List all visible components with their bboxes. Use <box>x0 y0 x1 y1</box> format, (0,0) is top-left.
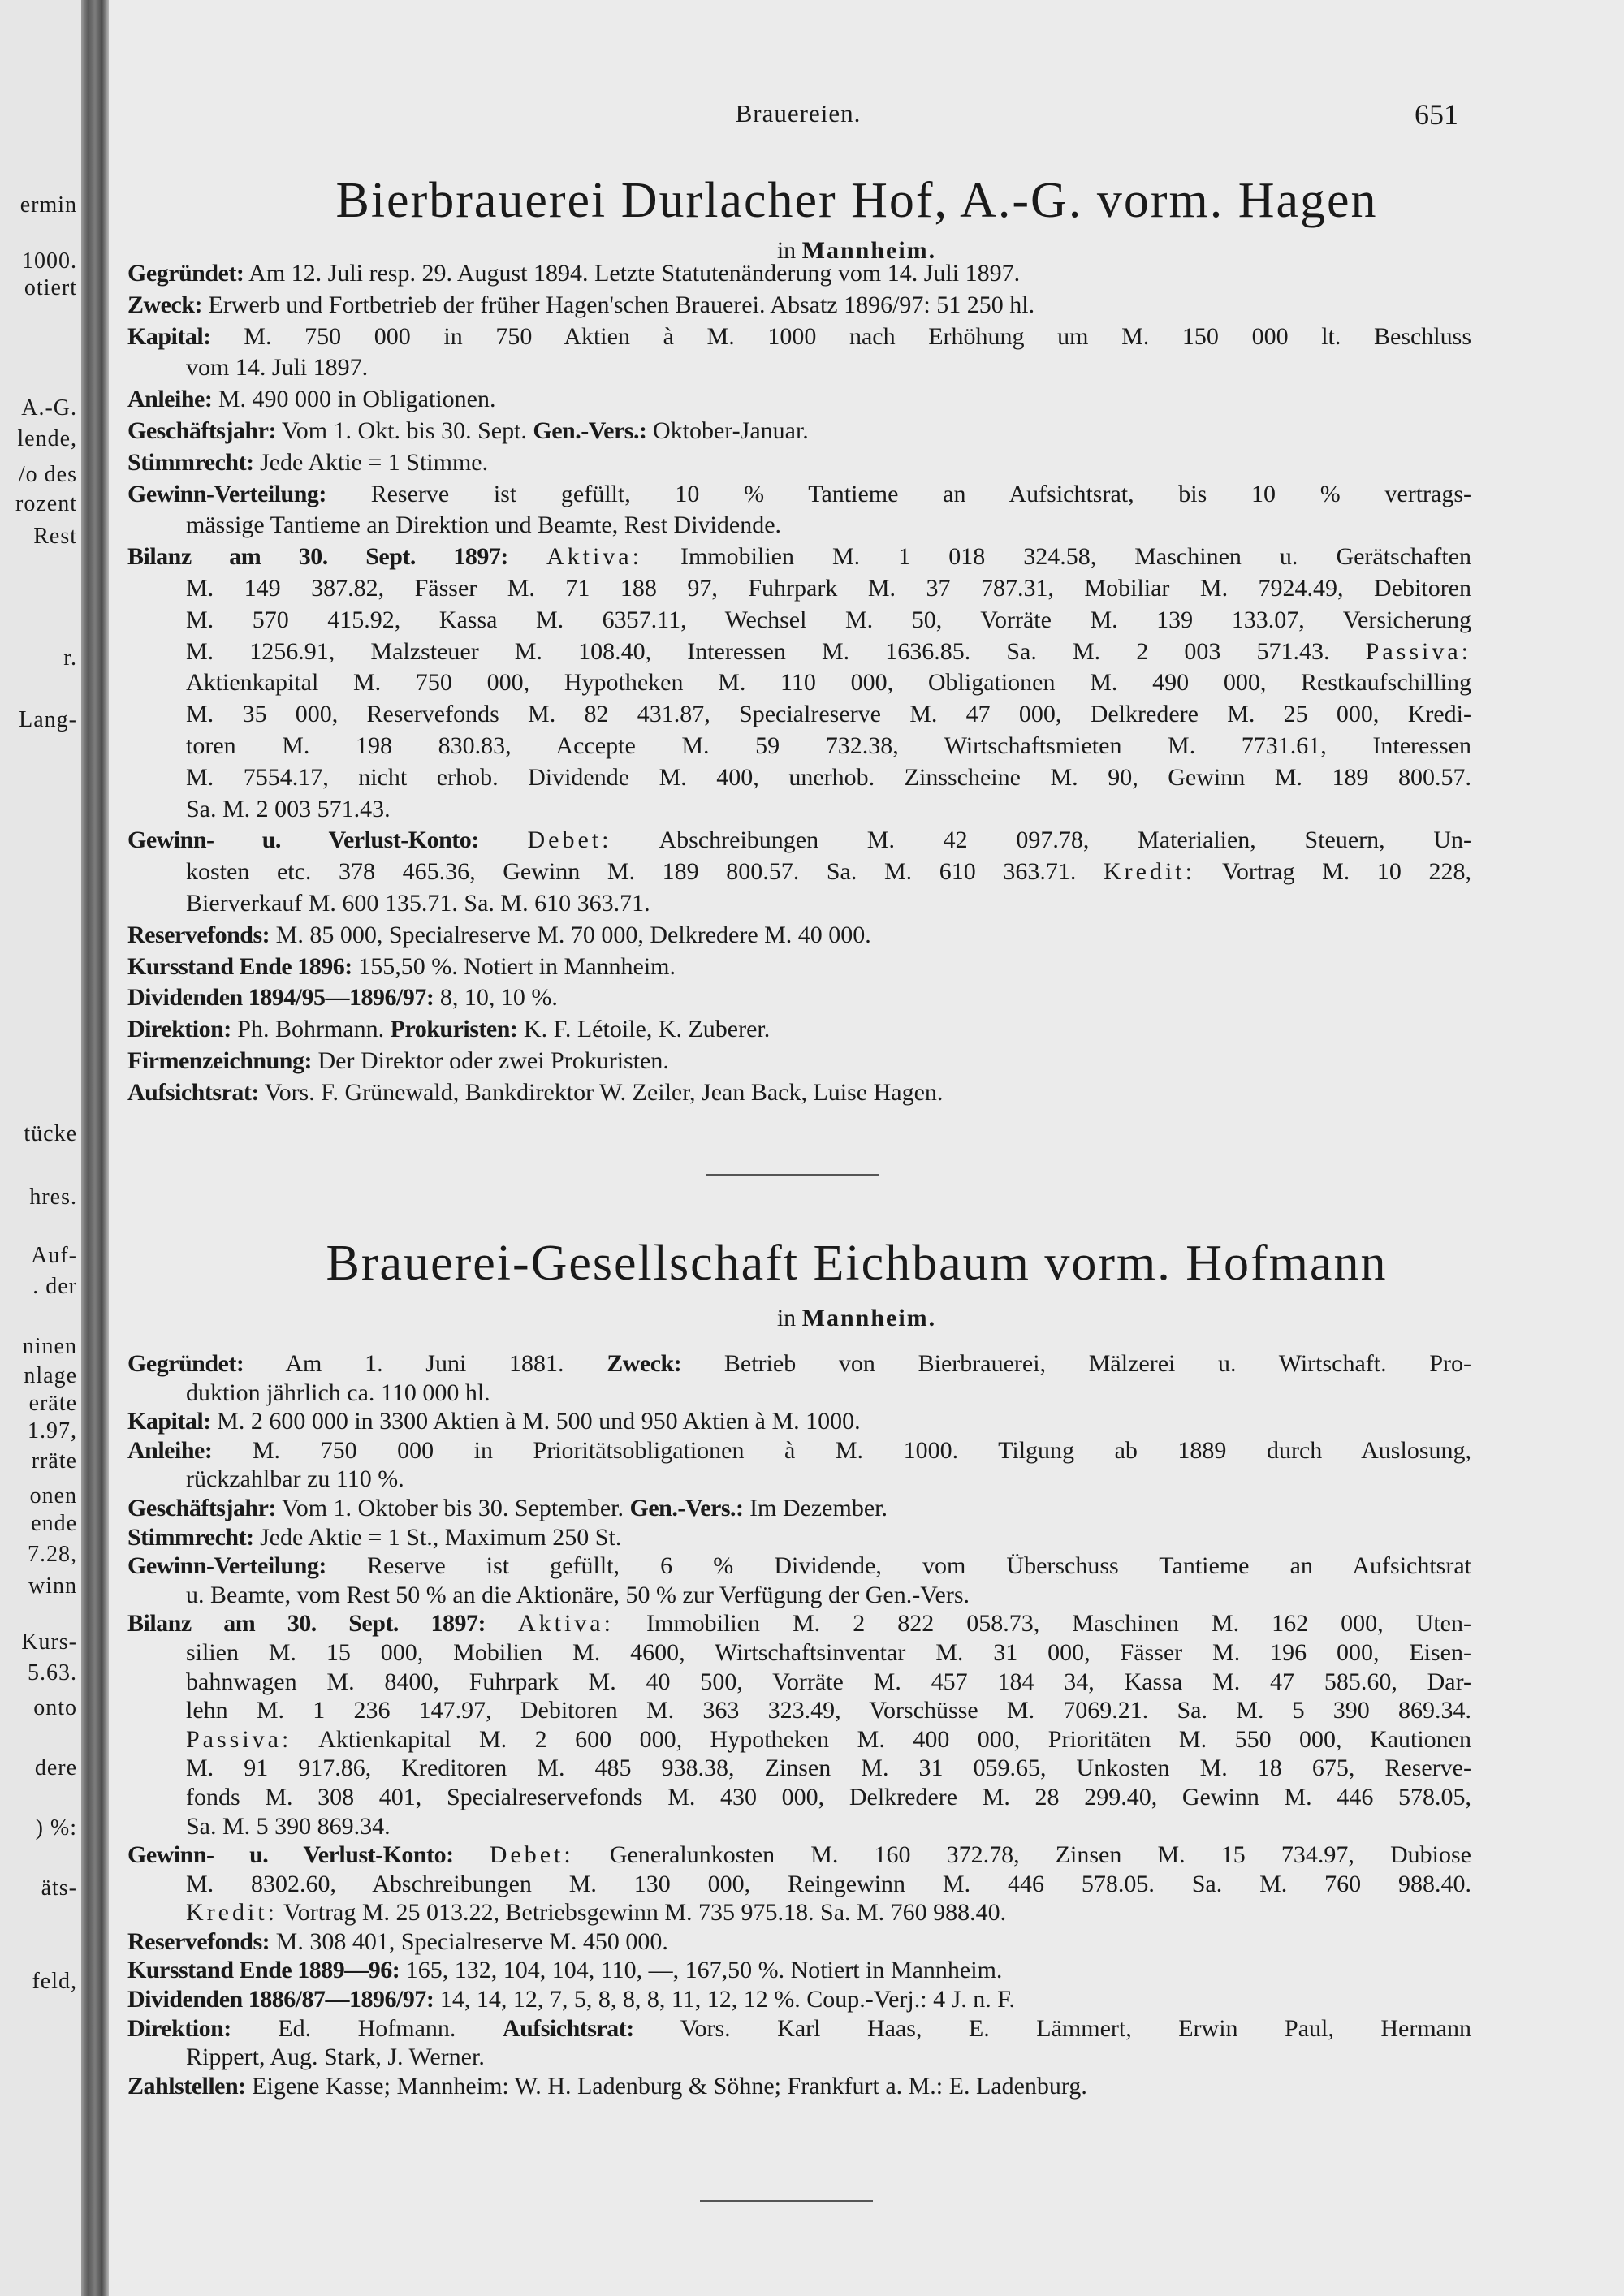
entry-field <box>127 1609 1471 1841</box>
field-text: u. Beamte, vom Rest 50 % an die Aktionäre, 50 % zur Verfügung der Gen.-Vers. <box>186 1581 970 1608</box>
text-line <box>127 1581 1471 1610</box>
entry-field <box>127 825 1471 919</box>
field-text: Vortrag M. 25 013.22, Betriebsgewinn M. 735 975.18. Sa. M. 760 988.40. <box>277 1899 1007 1927</box>
entry-field <box>127 479 1471 542</box>
field-text: Immobilien M. 1 018 324.58, Maschinen u. Gerätschaften <box>641 543 1472 571</box>
field-label: Direktion: <box>127 1016 231 1043</box>
field-text: Ph. Bohrmann. <box>231 1016 391 1043</box>
text-line <box>127 2072 1471 2101</box>
field-label: Gewinn- u. Verlust-Konto: <box>127 826 479 854</box>
company-entry-2 <box>127 1349 1471 2100</box>
field-text: Am 12. Juli resp. 29. August 1894. Letzte Statutenänderung vom 14. Juli 1897. <box>244 260 1021 287</box>
text-line <box>127 479 1471 511</box>
text-line <box>127 1494 1471 1523</box>
entry-field <box>127 2072 1471 2101</box>
text-line <box>127 1046 1471 1077</box>
field-text: Vom 1. Okt. bis 30. Sept. <box>275 416 533 444</box>
field-label: Zweck: <box>607 1350 682 1377</box>
text-line <box>127 416 1471 447</box>
field-text: M. 35 000, Reservefonds M. 82 431.87, Specialreserve M. 47 000, Delkredere M. 25 000, Kredi- <box>186 701 1471 728</box>
field-text: lehn M. 1 236 147.97, Debitoren M. 363 323.49, Vorschüsse M. 7069.21. Sa. M. 5 390 869.34. <box>186 1697 1471 1724</box>
text-line <box>127 762 1471 794</box>
spaced-label: Kredit: <box>186 1899 278 1927</box>
field-text <box>508 543 546 570</box>
margin-fragment: lende, <box>17 426 77 451</box>
margin-fragment: r. <box>63 645 77 671</box>
margin-fragment: ende <box>31 1511 77 1536</box>
text-line <box>127 982 1471 1014</box>
field-text: M. 750 000 in 750 Aktien à M. 1000 nach Erhöhung um M. 150 000 lt. Beschluss <box>210 322 1471 350</box>
field-label: Stimmrecht: <box>127 448 254 476</box>
text-line <box>127 1898 1471 1927</box>
margin-fragment: ermin <box>19 192 77 218</box>
field-text: Sa. M. 2 003 571.43. <box>186 795 391 822</box>
margin-fragment: onto <box>33 1695 77 1720</box>
margin-fragment: ) %: <box>35 1815 77 1841</box>
spaced-label: Aktiva: <box>517 1610 614 1638</box>
field-label: Gewinn- u. Verlust-Konto: <box>127 1841 454 1869</box>
field-text: silien M. 15 000, Mobilien M. 4600, Wirtschaftsinventar M. 31 000, Fässer M. 196 000, Eisen- <box>186 1638 1471 1666</box>
text-line <box>127 1841 1471 1870</box>
entry-field <box>127 2014 1471 2072</box>
entry-field <box>127 1014 1471 1046</box>
field-text: Aktienkapital M. 2 600 000, Hypotheken M. 400 000, Prioritäten M. 550 000, Kautionen <box>292 1725 1471 1753</box>
company-title-1: Bierbrauerei Durlacher Hof, A.-G. vorm. Hagen <box>335 173 1378 228</box>
field-label: Anleihe: <box>127 1436 213 1464</box>
text-line <box>127 637 1471 668</box>
entry-field <box>127 322 1471 385</box>
field-label: Geschäftsjahr: <box>127 416 276 444</box>
page-number: 651 <box>1415 98 1458 131</box>
field-text: rückzahlbar zu 110 %. <box>186 1465 404 1493</box>
margin-fragment: ninen <box>22 1334 77 1359</box>
field-text: Eigene Kasse; Mannheim: W. H. Ladenburg & Söhne; Frankfurt a. M.: E. Ladenburg. <box>245 2072 1087 2100</box>
text-line <box>127 857 1471 888</box>
field-text: M. 570 415.92, Kassa M. 6357.11, Wechsel M. 50, Vorräte M. 139 133.07, Versicherung <box>186 606 1471 633</box>
text-line <box>127 1812 1471 1841</box>
margin-fragment: rozent <box>15 491 77 516</box>
field-text: Abschreibungen M. 42 097.78, Materialien, Steuern, Un- <box>611 826 1471 854</box>
text-line <box>127 510 1471 542</box>
text-line <box>127 731 1471 762</box>
text-line <box>127 384 1471 416</box>
margin-fragment: äts- <box>41 1875 77 1901</box>
entry-field <box>127 952 1471 983</box>
entry-field <box>127 416 1471 447</box>
field-label: Bilanz am 30. Sept. 1897: <box>127 1610 486 1638</box>
text-line <box>127 573 1471 605</box>
field-text: vom 14. Juli 1897. <box>186 354 369 382</box>
entry-field <box>127 542 1471 825</box>
margin-fragment: 7.28, <box>28 1542 77 1567</box>
field-label: Dividenden 1894/95—1896/97: <box>127 984 434 1012</box>
entry-field <box>127 1552 1471 1609</box>
text-line <box>127 290 1471 322</box>
entry-field <box>127 1077 1471 1109</box>
entry-field <box>127 1956 1471 1985</box>
margin-fragment: Auf- <box>31 1243 77 1268</box>
field-text: fonds M. 308 401, Specialreservefonds M. 430 000, Delkredere M. 28 299.40, Gewinn M. 446 578.05, <box>186 1783 1471 1810</box>
book-gutter <box>81 0 109 2296</box>
field-label: Gen.-Vers.: <box>629 1494 744 1521</box>
entry-field <box>127 982 1471 1014</box>
entry-field <box>127 384 1471 416</box>
spaced-label: Kredit: <box>1104 858 1195 886</box>
text-line <box>127 605 1471 637</box>
text-line <box>127 1870 1471 1899</box>
margin-fragment: tücke <box>24 1121 77 1146</box>
text-line <box>127 1696 1471 1725</box>
entry-field <box>127 1494 1471 1523</box>
field-text: Vors. Karl Haas, E. Lämmert, Erwin Paul, Hermann <box>633 2014 1471 2042</box>
text-line <box>127 1985 1471 2014</box>
field-text: Aktienkapital M. 750 000, Hypotheken M. 110 000, Obligationen M. 490 000, Restkaufschilling <box>186 669 1471 697</box>
field-label: Gewinn-Verteilung: <box>127 1552 326 1580</box>
margin-fragment: A.-G. <box>21 395 77 421</box>
field-label: Bilanz am 30. Sept. 1897: <box>127 543 508 571</box>
section-divider <box>706 1174 879 1176</box>
field-text: Erwerb und Fortbetrieb der früher Hagen'schen Brauerei. Absatz 1896/97: 51 250 hl. <box>201 291 1035 318</box>
field-text: bahnwagen M. 8400, Fuhrpark M. 40 500, Vorräte M. 457 184 34, Kassa M. 47 585.60, Dar- <box>186 1668 1471 1695</box>
field-label: Reservefonds: <box>127 921 270 948</box>
margin-fragment: otiert <box>24 275 77 300</box>
text-line <box>127 1609 1471 1638</box>
field-text: M. 85 000, Specialreserve M. 70 000, Delkredere M. 40 000. <box>270 921 871 948</box>
margin-fragment: nlage <box>24 1363 77 1388</box>
field-text: Ed. Hofmann. <box>231 2014 503 2042</box>
field-label: Gegründet: <box>127 260 244 287</box>
location-city: Mannheim. <box>801 1305 937 1331</box>
text-line <box>127 1725 1471 1754</box>
margin-fragment: onen <box>29 1483 77 1508</box>
margin-fragment: Lang- <box>19 707 77 732</box>
margin-fragment: Rest <box>33 524 77 549</box>
spaced-label: Passiva: <box>186 1725 292 1753</box>
margin-fragment: eräte <box>28 1391 77 1416</box>
field-text: 8, 10, 10 %. <box>434 984 558 1012</box>
field-label: Aufsichtsrat: <box>127 1078 259 1106</box>
text-line <box>127 1349 1471 1379</box>
text-line <box>127 888 1471 920</box>
field-label: Kapital: <box>127 1408 211 1435</box>
text-line <box>127 322 1471 353</box>
field-text: M. 7554.17, nicht erhob. Dividende M. 400, unerhob. Zinsscheine M. 90, Gewinn M. 189 800.57. <box>186 763 1471 791</box>
field-text: Jede Aktie = 1 St., Maximum 250 St. <box>253 1523 622 1551</box>
field-label: Kapital: <box>127 322 211 350</box>
text-line <box>127 542 1471 573</box>
entry-field <box>127 1349 1471 1407</box>
text-line <box>127 1552 1471 1581</box>
margin-fragment: rräte <box>31 1448 77 1474</box>
field-text: duktion jährlich ca. 110 000 hl. <box>186 1379 490 1406</box>
field-text: Vom 1. Oktober bis 30. September. <box>275 1494 630 1521</box>
field-label: Zahlstellen: <box>127 2072 246 2100</box>
field-label: Gewinn-Verteilung: <box>127 480 326 507</box>
entry-field <box>127 1523 1471 1552</box>
field-label: Gegründet: <box>127 1350 244 1377</box>
field-text: kosten etc. 378 465.36, Gewinn M. 189 800.57. Sa. M. 610 363.71. <box>186 858 1104 886</box>
field-text: M. 308 401, Specialreserve M. 450 000. <box>270 1927 668 1955</box>
company-title-2: Brauerei-Gesellschaft Eichbaum vorm. Hofmann <box>326 1236 1388 1291</box>
text-line <box>127 699 1471 731</box>
field-text: Reserve ist gefüllt, 6 % Dividende, vom Überschuss Tantieme an Aufsichtsrat <box>326 1552 1471 1580</box>
field-text: Immobilien M. 2 822 058.73, Maschinen M. 162 000, Uten- <box>613 1610 1471 1638</box>
field-text: Am 1. Juni 1881. <box>244 1350 607 1377</box>
field-text: Bierverkauf M. 600 135.71. Sa. M. 610 363.71. <box>186 889 650 917</box>
field-label: Geschäftsjahr: <box>127 1494 276 1521</box>
field-label: Direktion: <box>127 2014 231 2042</box>
field-text: Vortrag M. 10 228, <box>1194 858 1472 886</box>
company-entry-1 <box>127 258 1471 1109</box>
field-text: M. 91 917.86, Kreditoren M. 485 938.38, Zinsen M. 31 059.65, Unkosten M. 18 675, Reserve- <box>186 1754 1471 1782</box>
margin-fragment: . der <box>32 1274 77 1299</box>
entry-field <box>127 920 1471 952</box>
entry-field <box>127 1841 1471 1927</box>
text-line <box>127 447 1471 479</box>
field-text: Generalunkosten M. 160 372.78, Zinsen M. 15 734.97, Dubiose <box>573 1841 1471 1869</box>
margin-fragment: winn <box>28 1573 77 1599</box>
location-city: Mannheim. <box>801 237 937 264</box>
text-line <box>127 794 1471 826</box>
field-label: Zweck: <box>127 291 202 318</box>
field-label: Aufsichtsrat: <box>502 2014 634 2042</box>
field-text: Sa. M. 5 390 869.34. <box>186 1812 391 1840</box>
text-line <box>127 1407 1471 1436</box>
text-line <box>127 1668 1471 1697</box>
text-line <box>127 825 1471 857</box>
field-text: M. 490 000 in Obligationen. <box>212 386 496 413</box>
text-line <box>127 1379 1471 1408</box>
field-label: Gen.-Vers.: <box>533 416 647 444</box>
field-text <box>454 1841 490 1868</box>
field-text: 165, 132, 104, 104, 110, —, 167,50 %. Notiert in Mannheim. <box>400 1957 1003 1984</box>
entry-field <box>127 447 1471 479</box>
field-text: Jede Aktie = 1 Stimme. <box>253 448 489 476</box>
text-line <box>127 2043 1471 2072</box>
entry-field <box>127 258 1471 290</box>
field-text: M. 1256.91, Malzsteuer M. 108.40, Interessen M. 1636.85. Sa. M. 2 003 571.43. <box>186 637 1366 665</box>
margin-fragment: /o des <box>18 462 77 487</box>
field-text: Oktober-Januar. <box>646 416 809 444</box>
margin-fragment: dere <box>34 1755 77 1780</box>
margin-fragment: 1.97, <box>28 1418 77 1444</box>
location-prefix: in <box>776 237 797 264</box>
text-line <box>127 1754 1471 1783</box>
field-text <box>479 826 528 853</box>
entry-field <box>127 1046 1471 1077</box>
text-line <box>127 1436 1471 1465</box>
text-line <box>127 2014 1471 2044</box>
field-label: Dividenden 1886/87—1896/97: <box>127 1986 434 2013</box>
field-text: M. 149 387.82, Fässer M. 71 188 97, Fuhrpark M. 37 787.31, Mobiliar M. 7924.49, Debitoren <box>186 574 1471 602</box>
field-text: M. 750 000 in Prioritätsobligationen à M. 1000. Tilgung ab 1889 durch Auslosung, <box>212 1436 1471 1464</box>
adjacent-page-margin <box>0 0 84 2296</box>
text-line <box>127 1927 1471 1957</box>
entry-field <box>127 1927 1471 1957</box>
field-text: M. 8302.60, Abschreibungen M. 130 000, Reingewinn M. 446 578.05. Sa. M. 760 988.40. <box>186 1870 1471 1897</box>
field-text: M. 2 600 000 in 3300 Aktien à M. 500 und 950 Aktien à M. 1000. <box>210 1408 861 1435</box>
entry-field <box>127 1407 1471 1436</box>
margin-fragment: 5.63. <box>28 1660 77 1685</box>
spaced-label: Aktiva: <box>546 543 642 571</box>
margin-fragment: 1000. <box>22 248 77 274</box>
field-label: Prokuristen: <box>390 1016 518 1043</box>
field-label: Firmenzeichnung: <box>127 1047 312 1074</box>
field-label: Anleihe: <box>127 386 213 413</box>
entry-field <box>127 1985 1471 2014</box>
field-text <box>486 1610 518 1637</box>
text-line <box>127 1638 1471 1668</box>
margin-fragment: Kurs- <box>21 1629 77 1655</box>
spaced-label: Debet: <box>489 1841 574 1869</box>
text-line <box>127 952 1471 983</box>
field-text: Im Dezember. <box>743 1494 888 1521</box>
field-text: K. F. Létoile, K. Zuberer. <box>517 1016 771 1043</box>
field-text: Rippert, Aug. Stark, J. Werner. <box>186 2044 485 2071</box>
text-line <box>127 1465 1471 1494</box>
entry-field <box>127 290 1471 322</box>
field-text: toren M. 198 830.83, Accepte M. 59 732.38, Wirtschaftsmieten M. 7731.61, Interessen <box>186 732 1471 759</box>
spaced-label: Debet: <box>527 826 612 854</box>
entry-field <box>127 1436 1471 1494</box>
text-line <box>127 1014 1471 1046</box>
text-line <box>127 667 1471 699</box>
margin-fragment: hres. <box>29 1185 77 1210</box>
field-label: Kursstand Ende 1896: <box>127 952 352 980</box>
field-label: Reservefonds: <box>127 1927 270 1955</box>
company-location-2 <box>114 1305 1600 1332</box>
text-line <box>127 258 1471 290</box>
field-text: Reserve ist gefüllt, 10 % Tantieme an Aufsichtsrat, bis 10 % vertrags- <box>326 480 1471 507</box>
location-prefix: in <box>776 1305 797 1331</box>
text-line <box>127 1523 1471 1552</box>
text-line <box>127 920 1471 952</box>
spaced-label: Passiva: <box>1365 637 1471 665</box>
text-line <box>127 1783 1471 1812</box>
field-label: Kursstand Ende 1889—96: <box>127 1957 400 1984</box>
text-line <box>127 1077 1471 1109</box>
field-text: 155,50 %. Notiert in Mannheim. <box>352 952 676 980</box>
field-text: Betrieb von Bierbrauerei, Mälzerei u. Wirtschaft. Pro- <box>681 1350 1471 1377</box>
field-text: mässige Tantieme an Direktion und Beamte, Rest Dividende. <box>186 511 782 539</box>
field-label: Stimmrecht: <box>127 1523 254 1551</box>
section-divider <box>700 2200 873 2202</box>
margin-fragment: feld, <box>32 1969 77 1994</box>
field-text: Vors. F. Grünewald, Bankdirektor W. Zeiler, Jean Back, Luise Hagen. <box>258 1078 944 1106</box>
field-text: Der Direktor oder zwei Prokuristen. <box>311 1047 669 1074</box>
text-line <box>127 352 1471 384</box>
running-head: Brauereien. <box>735 99 862 127</box>
text-line <box>127 1956 1471 1985</box>
field-text: 14, 14, 12, 7, 5, 8, 8, 8, 11, 12, 12 %. Coup.-Verj.: 4 J. n. F. <box>434 1986 1016 2013</box>
